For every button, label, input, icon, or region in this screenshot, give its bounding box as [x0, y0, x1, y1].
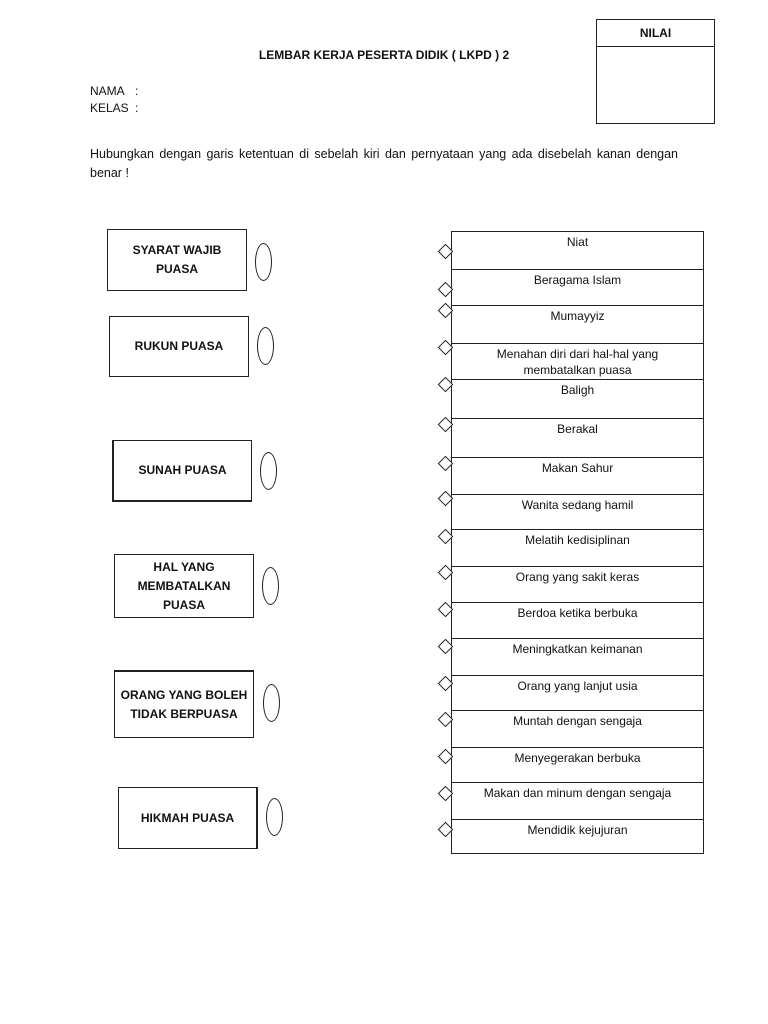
statement-label: Beragama Islam	[533, 273, 622, 287]
statement-label: Makan Sahur	[541, 461, 614, 475]
statement-row	[452, 711, 703, 748]
statement-row	[452, 820, 703, 855]
statement-label: Mumayyiz	[550, 309, 605, 323]
statements-table	[451, 231, 704, 854]
statement-row	[452, 306, 703, 344]
name-colon: :	[135, 84, 139, 98]
statement-row	[452, 419, 703, 458]
statement-row	[452, 344, 703, 380]
statement-label: Baligh	[560, 383, 595, 397]
statement-label: Melatih kedisiplinan	[525, 533, 630, 547]
left-item-label: SYARAT WAJIB PUASA	[132, 243, 222, 276]
left-item-boleh-tidak-berpuasa	[114, 670, 254, 738]
left-item-label: HAL YANG MEMBATALKAN PUASA	[137, 559, 231, 612]
class-label: KELAS	[90, 101, 129, 115]
connector-oval[interactable]	[255, 243, 272, 281]
statement-label: Makan dan minum dengan sengaja	[483, 786, 672, 800]
name-label: NAMA	[90, 84, 125, 98]
statement-label: Menyegerakan berbuka	[514, 751, 641, 765]
statement-row	[452, 232, 703, 270]
statement-row	[452, 748, 703, 783]
statement-row	[452, 458, 703, 495]
worksheet-title: LEMBAR KERJA PESERTA DIDIK ( LKPD ) 2	[258, 48, 510, 62]
statement-label: Orang yang lanjut usia	[517, 679, 638, 693]
statement-row	[452, 676, 703, 711]
class-colon: :	[135, 101, 139, 115]
statement-label: Orang yang sakit keras	[515, 570, 640, 584]
statement-row	[452, 639, 703, 676]
statement-label: Menahan diri dari hal-hal yang membatalkan puasa	[496, 347, 659, 377]
statement-label: Muntah dengan sengaja	[513, 714, 642, 728]
left-item-label: ORANG YANG BOLEH TIDAK BERPUASA	[120, 687, 248, 721]
left-item-label: RUKUN PUASA	[134, 339, 224, 353]
class-field	[90, 101, 138, 115]
connector-oval[interactable]	[257, 327, 274, 365]
instruction-text: Hubungkan dengan garis ketentuan di sebelah kiri dan pernyataan yang ada disebelah kanan dengan benar !	[90, 147, 678, 180]
left-item-syarat-wajib	[107, 229, 247, 291]
score-label: NILAI	[597, 20, 714, 47]
statement-label: Mendidik kejujuran	[527, 823, 628, 837]
statement-row	[452, 567, 703, 603]
score-box	[596, 19, 715, 124]
left-item-hikmah	[118, 787, 258, 849]
connector-oval[interactable]	[266, 798, 283, 836]
statement-label: Meningkatkan keimanan	[512, 642, 643, 656]
statement-label: Berdoa ketika berbuka	[517, 606, 638, 620]
left-item-label: HIKMAH PUASA	[140, 810, 235, 825]
statement-row	[452, 530, 703, 567]
left-item-label: SUNAH PUASA	[138, 463, 227, 477]
left-item-membatalkan	[114, 554, 254, 618]
statement-label: Wanita sedang hamil	[521, 498, 634, 512]
statement-row	[452, 495, 703, 530]
statement-row	[452, 783, 703, 820]
left-item-sunah	[112, 440, 252, 502]
connector-oval[interactable]	[260, 452, 277, 490]
statement-row	[452, 270, 703, 306]
connector-oval[interactable]	[262, 567, 279, 605]
left-item-rukun	[109, 316, 249, 377]
statement-row	[452, 380, 703, 419]
name-field	[90, 84, 138, 98]
statement-label: Berakal	[557, 422, 598, 436]
statement-row	[452, 603, 703, 639]
statement-label: Niat	[566, 235, 589, 249]
connector-oval[interactable]	[263, 684, 280, 722]
